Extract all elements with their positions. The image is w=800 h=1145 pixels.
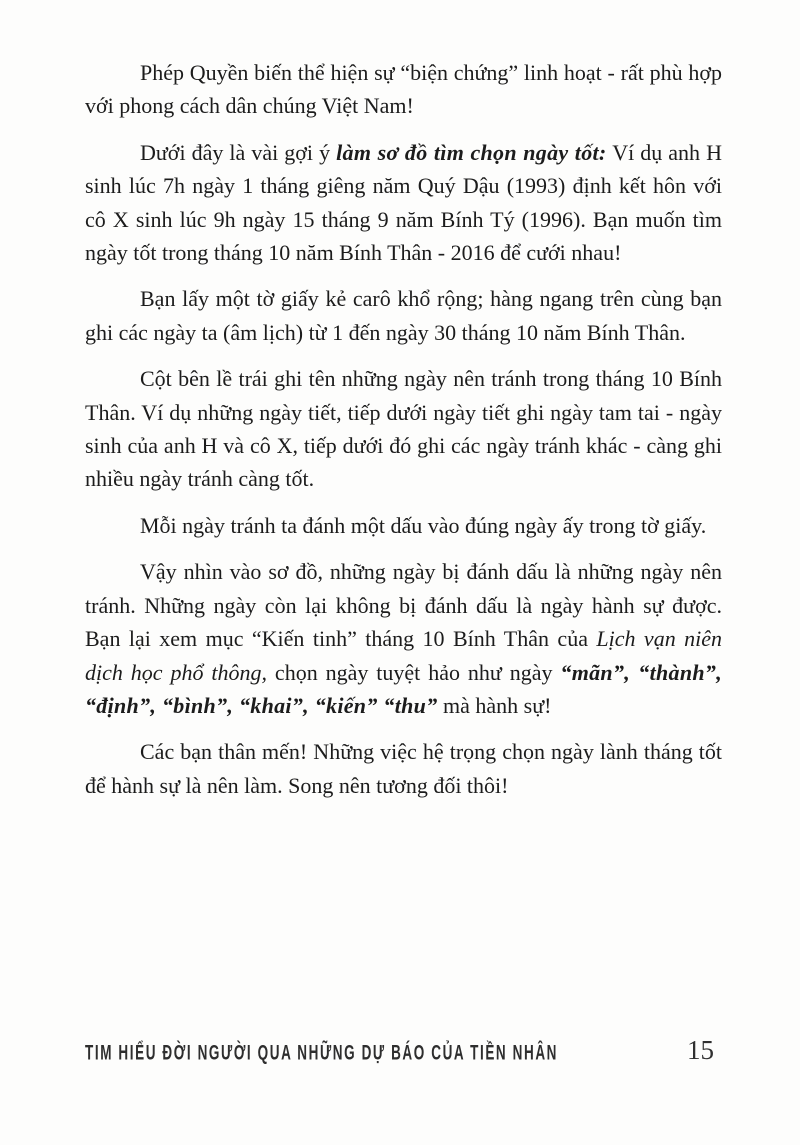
paragraph bbox=[85, 282, 722, 349]
text-run: “mãn”, “thành”, “định”, “bình”, “khai”, “kiến” “thu” bbox=[85, 659, 722, 718]
text-run: Phép Quyền biến thể hiện sự “biện chứng” linh hoạt - rất phù hợp với phong cách dân chúng Việt Nam! bbox=[85, 60, 722, 119]
paragraph bbox=[85, 136, 722, 270]
page-footer bbox=[85, 1028, 714, 1064]
running-title: TIM HIỂU ĐỜI NGƯỜI QUA NHỮNG DỰ BÁO CỦA TIỀN NHÂN bbox=[85, 1040, 559, 1064]
text-run: chọn ngày tuyệt hảo như ngày bbox=[267, 659, 561, 685]
text-run: Vậy nhìn vào sơ đồ, những ngày bị đánh dấu là những ngày nên tránh. Những ngày còn lại không bị đánh dấu là ngày hành sự được. Bạn lại xem mục “Kiến tinh” tháng 10 Bính Thân của bbox=[85, 559, 722, 652]
paragraph bbox=[85, 509, 722, 542]
body-text bbox=[85, 56, 722, 815]
text-run: Mỗi ngày tránh ta đánh một dấu vào đúng ngày ấy trong tờ giấy. bbox=[140, 512, 707, 538]
text-run: Dưới đây là vài gợi ý bbox=[140, 139, 337, 165]
text-run: Cột bên lề trái ghi tên những ngày nên tránh trong tháng 10 Bính Thân. Ví dụ những ngày tiết, tiếp dưới ngày tiết ghi ngày tam tai - ngày sinh của anh H và cô X, tiếp dưới đó ghi các ngày tránh khác - càng ghi nhiều ngày tránh càng tốt. bbox=[85, 366, 722, 492]
paragraph bbox=[85, 735, 722, 802]
paragraph bbox=[85, 56, 722, 123]
text-run: mà hành sự! bbox=[437, 692, 552, 718]
paragraph bbox=[85, 362, 722, 496]
text-run: Bạn lấy một tờ giấy kẻ carô khổ rộng; hàng ngang trên cùng bạn ghi các ngày ta (âm lịch) từ 1 đến ngày 30 tháng 10 năm Bính Thân. bbox=[85, 286, 722, 345]
text-run: Lịch vạn niên dịch học phổ thông, bbox=[85, 626, 722, 685]
paragraph bbox=[85, 555, 722, 722]
page-number: 15 bbox=[687, 1035, 714, 1065]
text-run: Ví dụ anh H sinh lúc 7h ngày 1 tháng giêng năm Quý Dậu (1993) định kết hôn với cô X sinh lúc 9h ngày 15 tháng 9 năm Bính Tý (1996). Bạn muốn tìm ngày tốt trong tháng 10 năm Bính Thân - 2016 để cưới nhau! bbox=[85, 139, 722, 266]
text-run: Các bạn thân mến! Những việc hệ trọng chọn ngày lành tháng tốt để hành sự là nên làm. Song nên tương đối thôi! bbox=[85, 739, 722, 798]
text-run: làm sơ đồ tìm chọn ngày tốt: bbox=[336, 139, 607, 165]
